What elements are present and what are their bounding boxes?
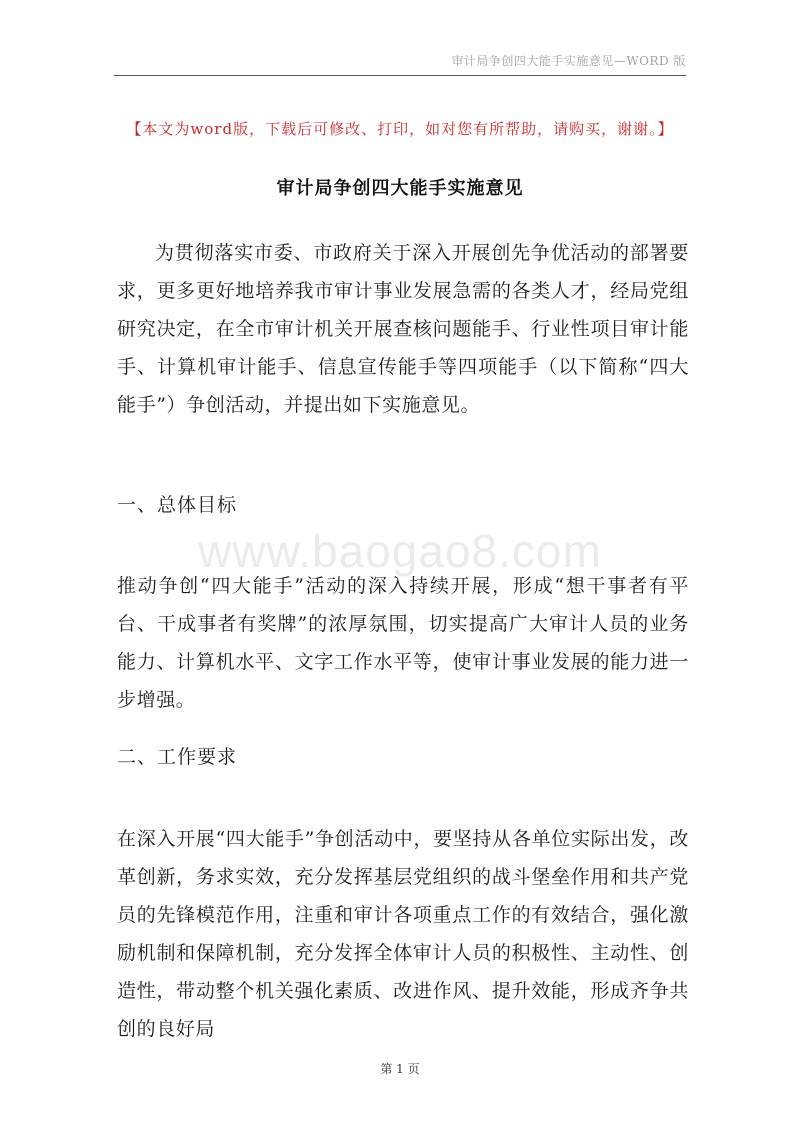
- section-body-goals: 推动争创“四大能手”活动的深入持续开展，形成“想干事者有平台、干成事者有奖牌”的浓厚氛围，切实提高广大审计人员的业务能力、计算机水平、文字工作水平等，使审计事业发展的能力进一步增强。: [117, 575, 689, 711]
- header-divider: [114, 75, 686, 76]
- section-heading-requirements: 二、工作要求: [117, 746, 238, 768]
- section-body-requirements: 在深入开展“四大能手”争创活动中，要坚持从各单位实际出发，改革创新，务求实效，充分发挥基层党组织的战斗堡垒作用和共产党员的先锋模范作用，注重和审计各项重点工作的有效结合，强化激励机制和保障机制，充分发挥全体审计人员的积极性、主动性、创造性，带动整个机关强化素质、改进作风、提升效能，形成齐争共创的良好局: [117, 828, 689, 1040]
- running-header: 审计局争创四大能手实施意见—WORD 版: [451, 54, 686, 68]
- page-number: 第 1 页: [380, 1062, 420, 1076]
- download-notice: 【本文为word版，下载后可修改、打印，如对您有所帮助，请购买，谢谢。】: [126, 120, 674, 138]
- document-title: 审计局争创四大能手实施意见: [276, 178, 524, 199]
- section-heading-goals: 一、总体目标: [117, 494, 238, 516]
- watermark: www.baogao8.com: [198, 525, 602, 577]
- intro-paragraph: 为贯彻落实市委、市政府关于深入开展创先争优活动的部署要求，更多更好地培养我市审计事业发展急需的各类人才，经局党组研究决定，在全市审计机关开展查核问题能手、行业性项目审计能手、计算机审计能手、信息宣传能手等四项能手（以下简称“四大能手”）争创活动，并提出如下实施意见。: [117, 242, 689, 416]
